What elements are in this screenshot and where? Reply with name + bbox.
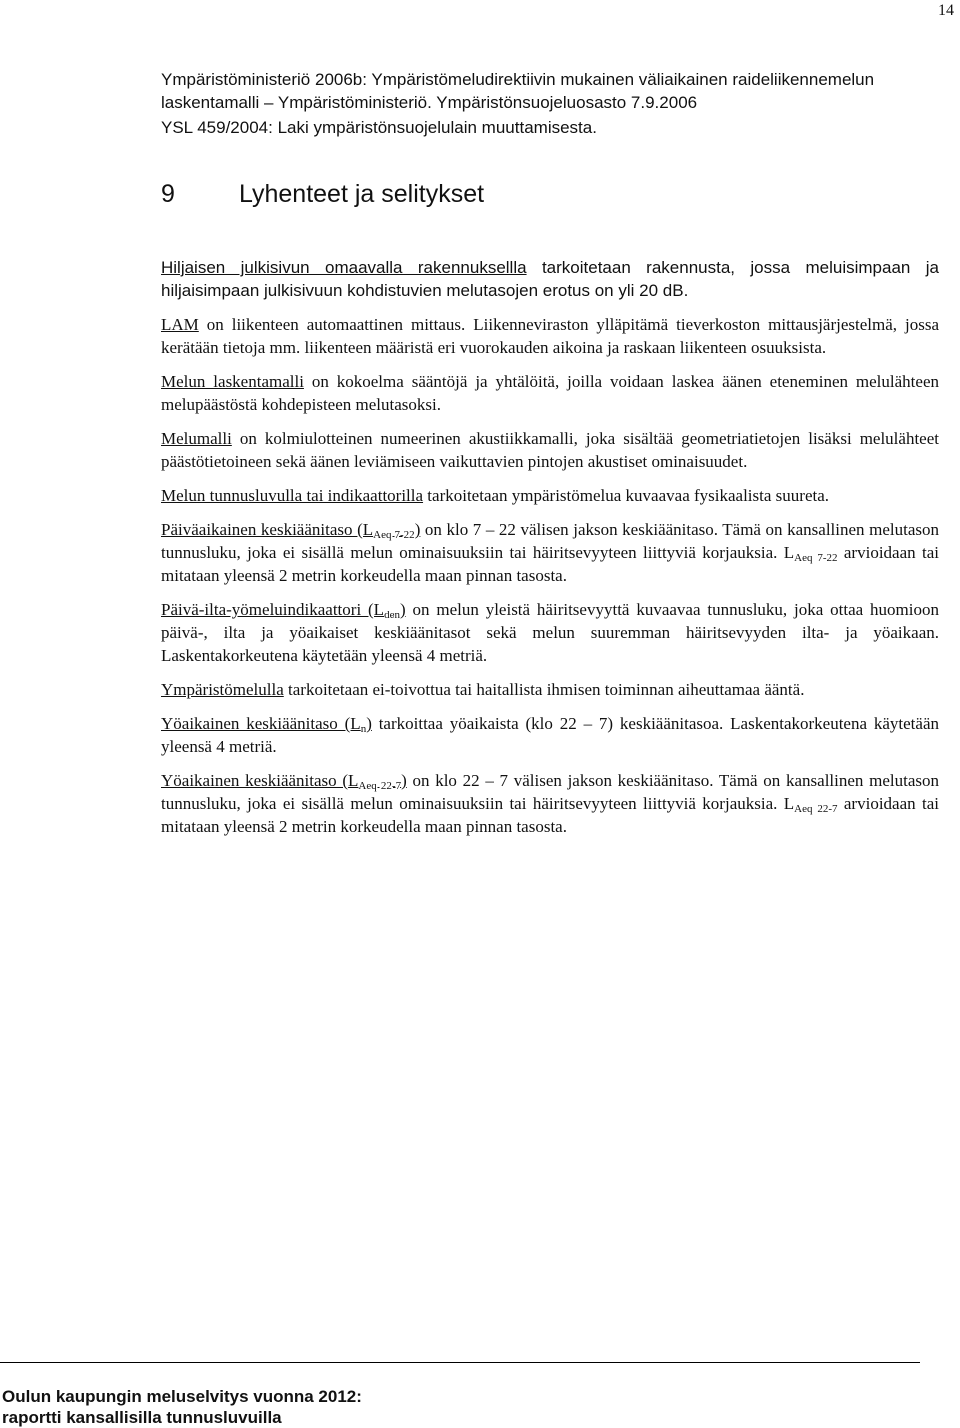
term-end: ) (401, 771, 407, 790)
definition-term (161, 771, 407, 790)
definition-text: on klo 22 – 7 välisen jakson keskiäänitaso. Tämä on kansallinen melutason tunnusluku, joka ei sisällä melun ominaisuuksiin tai häiritsevyyteen liittyviä korjauksia. L (161, 771, 939, 813)
definition-list (161, 256, 939, 849)
definition-term (161, 486, 423, 505)
definition-paragraph (161, 313, 939, 359)
definition-paragraph (161, 678, 939, 701)
definition-term (161, 258, 527, 277)
definition-term (161, 315, 199, 334)
definition-term (161, 680, 284, 699)
definition-paragraph (161, 769, 939, 838)
definition-text: on liikenteen automaattinen mittaus. Liikenneviraston ylläpitämä tieverkoston mittausjärjestelmä, jossa kerätään tietoja mm. liikenteen määristä eri vuorokauden aikoina ja raskaan liikenteen osuuksista. (161, 315, 939, 357)
definition-text: tarkoitetaan ympäristömelua kuvaavaa fysikaalista suureta. (423, 486, 830, 505)
definition-term (161, 600, 406, 619)
definition-text: tarkoitetaan rakennusta, jossa meluisimpaan ja hiljaisimpaan julkisivuun kohdistuvien melutasojen erotus on yli 20 dB. (161, 258, 939, 300)
definition-paragraph (161, 712, 939, 758)
term-text: Melun laskentamalli (161, 372, 304, 391)
footer-line-2: raportti kansallisilla tunnusluvuilla (2, 1408, 282, 1427)
definition-paragraph (161, 370, 939, 416)
term-subscript: den (384, 609, 400, 621)
definition-text-end: arvioidaan tai mitataan yleensä 2 metrin korkeudella maan pinnan tasosta. (161, 543, 939, 585)
term-text: Päiväaikainen keskiäänitaso (L (161, 520, 374, 539)
reference-list (161, 68, 939, 139)
footer-divider (0, 1362, 920, 1363)
definition-text: tarkoittaa yöaikaista (klo 22 – 7) keskiäänitasoa. Laskentakorkeutena käytetään yleensä 4 metriä. (161, 714, 939, 756)
term-subscript: Aeq 22-7 (358, 780, 402, 792)
text-subscript: Aeq 7-22 (794, 552, 838, 564)
term-subscript: Aeq 7-22 (373, 529, 415, 541)
definition-term (161, 372, 304, 391)
term-text: Melun tunnusluvulla tai indikaattorilla (161, 486, 424, 505)
page-number: 14 (938, 2, 954, 19)
definition-paragraph (161, 256, 939, 302)
reference-item: YSL 459/2004: Laki ympäristönsuojelulain muuttamisesta. (161, 118, 597, 137)
definition-term (161, 520, 420, 539)
term-text: Yöaikainen keskiäänitaso (L (161, 771, 359, 790)
reference-item: Ympäristöministeriö 2006b: Ympäristömeludirektiivin mukainen väliaikainen raideliikennemelun laskentamalli – Ympäristöministeriö. Ympäristönsuojeluosasto 7.9.2006 (161, 70, 875, 112)
term-text: Ympäristömelulla (161, 680, 284, 699)
footer (2, 1386, 362, 1428)
definition-text: on kolmiulotteinen numeerinen akustiikkamalli, joka sisältää geometriatietojen lisäksi melulähteet päästötietoineen sekä äänen leviämiseen vaikuttavien pintojen akustiset ominaisuudet. (161, 429, 939, 471)
term-text: Hiljaisen julkisivun omaavalla rakennuksellla (161, 258, 527, 277)
definition-text: on melun yleistä häiritsevyyttä kuvaavaa tunnusluku, joka ottaa huomioon päivä-, ilta ja yöaikaiset keskiäänitasot sekä melun suuremman häiritsevyyden ilta- ja yöaikaan. Laskentakorkeutena käytetään yleensä 4 metriä. (161, 600, 939, 665)
definition-text-end: arvioidaan tai mitataan yleensä 2 metrin korkeudella maan pinnan tasosta. (161, 794, 939, 836)
definition-term (161, 714, 372, 733)
term-end: ) (399, 600, 406, 619)
footer-line-1: Oulun kaupungin meluselvitys vuonna 2012: (2, 1387, 362, 1406)
term-text: Yöaikainen keskiäänitaso (L (161, 714, 361, 733)
definition-text: on kokoelma sääntöjä ja yhtälöitä, joilla voidaan laskea äänen eteneminen melulähteen melupäästöstä kohdepisteen melutasoksi. (161, 372, 939, 414)
term-text: Melumalli (161, 429, 232, 448)
definition-paragraph (161, 484, 939, 507)
term-end: ) (366, 714, 372, 733)
term-end: ) (414, 520, 421, 539)
section-number: 9 (161, 180, 175, 208)
section-heading (161, 180, 484, 209)
term-subscript: n (360, 723, 367, 735)
definition-paragraph (161, 427, 939, 473)
text-subscript: Aeq 22-7 (794, 803, 838, 815)
definition-paragraph (161, 598, 939, 667)
definition-text: tarkoitetaan ei-toivottua tai haitallista ihmisen toiminnan aiheuttamaa ääntä. (283, 680, 805, 699)
definition-term (161, 429, 232, 448)
definition-text: on klo 7 – 22 välisen jakson keskiäänitaso. Tämä on kansallinen melutason tunnusluku, joka ei sisällä melun ominaisuuksiin tai häiritsevyyteen liittyviä korjauksia. L (161, 520, 939, 562)
section-title: Lyhenteet ja selitykset (239, 180, 485, 208)
definition-paragraph (161, 518, 939, 587)
term-text: Päivä-ilta-yömeluindikaattori (L (161, 600, 385, 619)
term-text: LAM (161, 315, 199, 334)
